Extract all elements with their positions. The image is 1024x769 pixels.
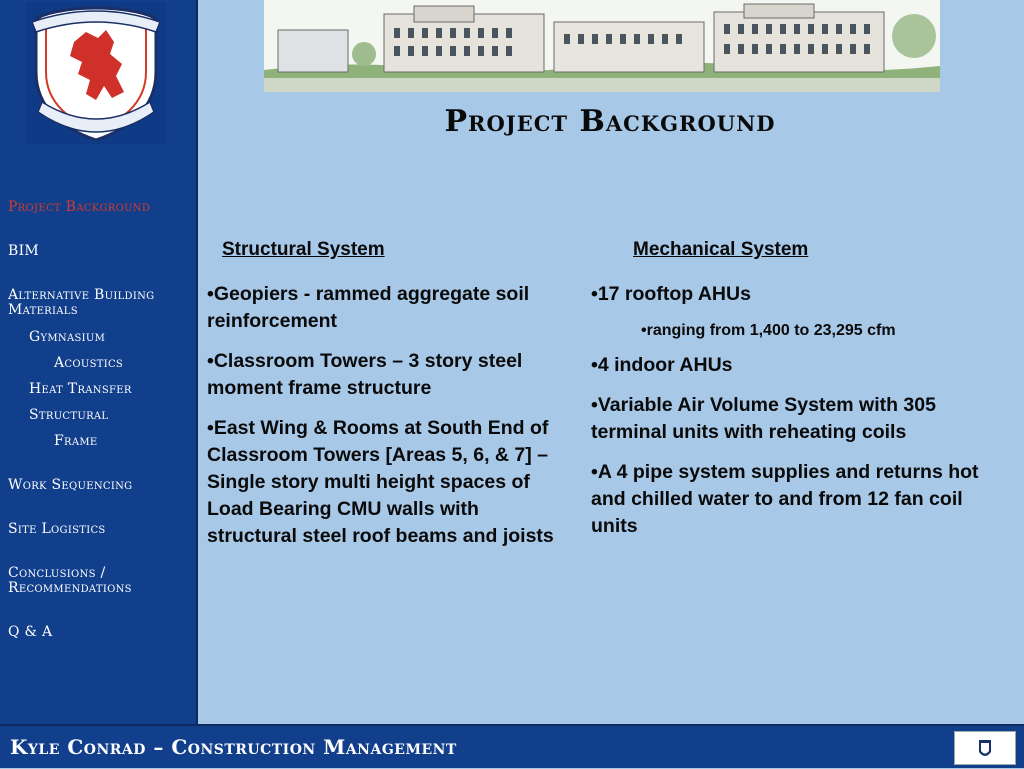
nav-item-site-logistics[interactable]: Site Logistics xyxy=(8,521,106,537)
sidebar-nav xyxy=(8,200,196,640)
pennstate-shield-icon xyxy=(955,732,1015,764)
nav-item-project-background[interactable]: Project Background xyxy=(8,199,151,215)
nav-item-frame[interactable]: Frame xyxy=(54,433,98,449)
nav-item-acoustics[interactable]: Acoustics xyxy=(54,355,124,371)
pennstate-logo xyxy=(954,731,1016,765)
page-title: Project Background xyxy=(444,104,776,139)
sidebar xyxy=(0,0,198,724)
footer-bar xyxy=(0,724,1024,768)
nav-item-gymnasium[interactable]: Gymnasium xyxy=(29,329,106,345)
mechanical-bullet: •Variable Air Volume System with 305 terminal units with reheating coils xyxy=(591,394,936,443)
nav-item-conclusions-recommendations[interactable]: Conclusions / Recommendations xyxy=(8,565,132,596)
mechanical-bullets xyxy=(591,281,991,553)
building-rendering-image xyxy=(264,0,940,92)
nav-item-q-and-a[interactable]: Q & A xyxy=(8,624,53,640)
nav-item-work-sequencing[interactable]: Work Sequencing xyxy=(8,477,133,493)
mechanical-bullet: •17 rooftop AHUs xyxy=(591,283,751,305)
mechanical-bullet: •A 4 pipe system supplies and returns hot and chilled water to and from 12 fan coil units xyxy=(591,461,979,537)
mechanical-bullet: •4 indoor AHUs xyxy=(591,354,733,376)
structural-bullet: •Classroom Towers – 3 story steel moment frame structure xyxy=(207,350,523,399)
nav-item-heat-transfer[interactable]: Heat Transfer xyxy=(29,381,132,397)
school-crest-logo xyxy=(26,2,166,144)
structural-heading: Structural System xyxy=(222,239,385,260)
nav-item-bim[interactable]: BIM xyxy=(8,243,40,259)
structural-bullets xyxy=(207,281,567,563)
footer-author-text: Kyle Conrad – Construction Management xyxy=(10,735,457,759)
structural-bullet: •Geopiers - rammed aggregate soil reinforcement xyxy=(207,283,530,332)
structural-bullet: •East Wing & Rooms at South End of Classroom Towers [Areas 5, 6, & 7] – Single story multi height spaces of Load Bearing CMU walls with structural steel roof beams and joists xyxy=(207,417,554,547)
nav-item-alternative-building-materials[interactable]: Alternative Building Materials xyxy=(8,287,155,318)
mechanical-sub-bullet: •ranging from 1,400 to 23,295 cfm xyxy=(641,322,896,339)
nav-item-structural[interactable]: Structural xyxy=(29,407,109,423)
mechanical-heading: Mechanical System xyxy=(633,239,809,260)
